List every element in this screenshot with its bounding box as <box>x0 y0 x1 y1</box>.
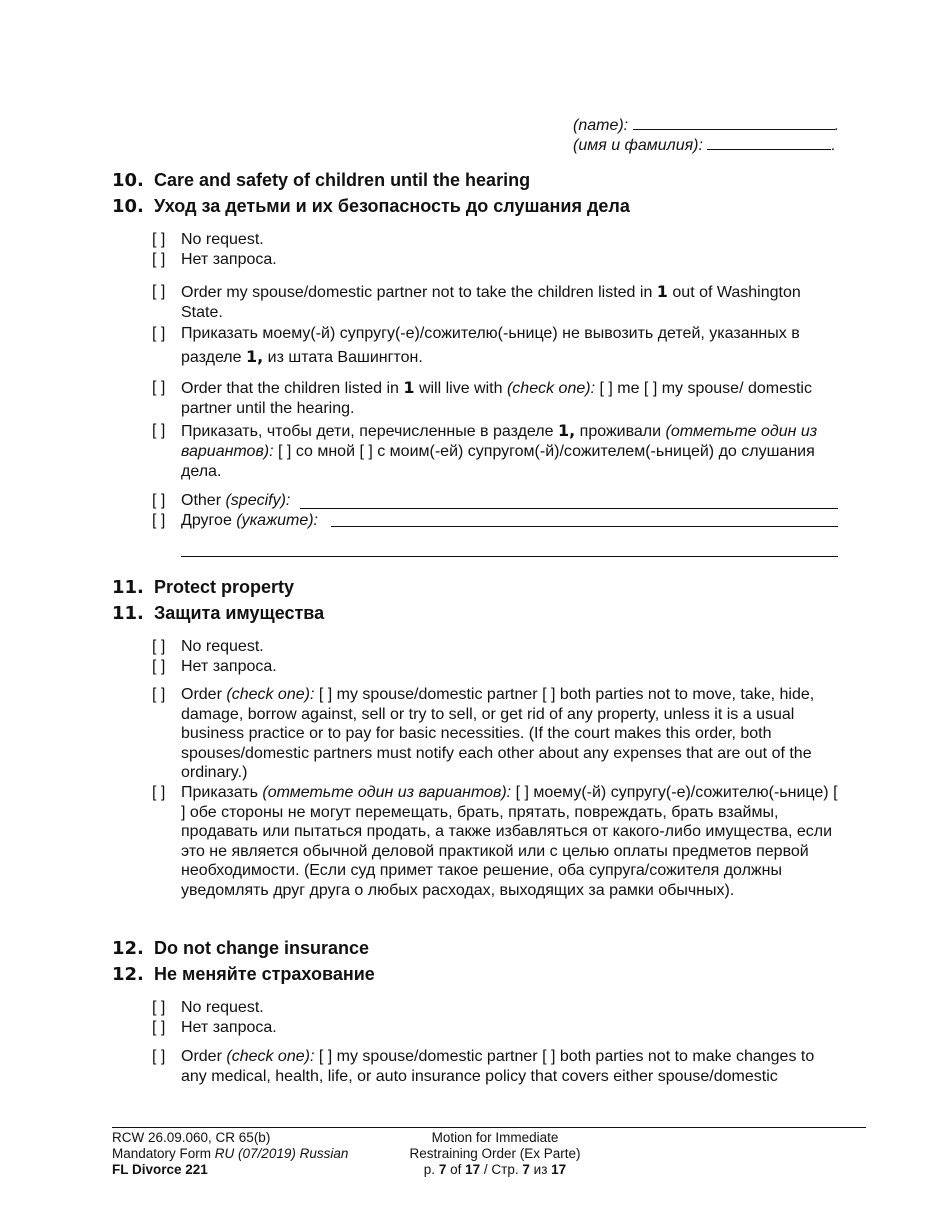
section-11-title-en: 11. Protect property <box>112 577 295 598</box>
name-ru-input-line[interactable] <box>707 133 831 150</box>
checkbox[interactable]: [ ] <box>152 999 166 1016</box>
checkbox[interactable]: [ ] <box>152 231 166 248</box>
s12-order-en: [ ] Order (check one): [ ] my spouse/domestic partner [ ] both parties not to make changes to any medical, health, life, or auto insurance policy that covers either spouse/domestic <box>152 1048 815 1085</box>
s10-order-out-ru: [ ] Приказать моему(-й) супругу(-е)/сожителю(-ьнице) не вывозить детей, указанных в разделе 1, из штата Вашингтон. <box>152 322 842 369</box>
checkbox[interactable]: [ ] <box>152 325 166 342</box>
footer-rcw: RCW 26.09.060, CR 65(b) <box>112 1130 271 1145</box>
section-12-title-ru: 12. Не меняйте страхование <box>112 964 375 985</box>
name-ru-field-row <box>573 133 836 155</box>
section-10-title-en: 10. Care and safety of children until the hearing <box>112 170 531 191</box>
section-10-title-ru: 10. Уход за детьми и их безопасность до слушания дела <box>112 196 630 217</box>
other-extra-input-line[interactable] <box>181 556 838 557</box>
name-input-line[interactable] <box>633 113 835 130</box>
footer-title-2: Restraining Order (Ex Parte) <box>409 1146 581 1161</box>
s10-other-en: [ ] Other (specify): <box>152 492 291 509</box>
s10-no-request-ru: [ ] Нет запроса. <box>152 251 277 268</box>
checkbox[interactable]: [ ] <box>152 638 166 655</box>
other-ru-input-line[interactable] <box>331 526 838 527</box>
checkbox[interactable]: [ ] <box>152 251 166 268</box>
checkbox[interactable]: [ ] <box>152 512 166 529</box>
footer-page-number: p. 7 of 17 / Стр. 7 из 17 <box>423 1162 567 1177</box>
s11-no-request-en: [ ] No request. <box>152 638 264 655</box>
checkbox[interactable]: [ ] <box>152 658 166 675</box>
footer-form-id: FL Divorce 221 <box>112 1162 208 1177</box>
other-en-input-line[interactable] <box>300 508 838 509</box>
s10-other-ru: [ ] Другое (укажите): <box>152 512 318 529</box>
footer-left <box>112 1130 348 1178</box>
s10-live-en: [ ] Order that the children listed in 1 will live with (check one): [ ] me [ ] my spouse/ domestic partner until the hearing. <box>152 378 812 417</box>
name-label: (name): <box>573 117 629 134</box>
checkbox[interactable]: [ ] <box>152 784 166 801</box>
checkbox[interactable]: [ ] <box>152 422 166 439</box>
name-ru-label: (имя и фамилия): <box>573 137 703 154</box>
s12-no-request-ru: [ ] Нет запроса. <box>152 1019 277 1036</box>
footer-mandatory: Mandatory Form RU (07/2019) Russian <box>112 1146 349 1161</box>
footer-divider <box>112 1127 866 1128</box>
footer-center <box>370 1130 620 1178</box>
s11-order-en: [ ] Order (check one): [ ] my spouse/domestic partner [ ] both parties not to move, take, hide, damage, borrow against, sell or try to sell, or get rid of any property, unless it is a usual business practice or to pay for basic necessities. (If the court makes this order, both spouses/domestic partners must notify each other about any expenses that are out of the ordinary.) <box>152 686 815 782</box>
name-dot: . <box>834 117 840 134</box>
checkbox[interactable]: [ ] <box>152 1019 166 1036</box>
checkbox[interactable]: [ ] <box>152 492 166 509</box>
checkbox[interactable]: [ ] <box>152 686 166 703</box>
section-12-title-en: 12. Do not change insurance <box>112 938 370 959</box>
s11-order-ru: [ ] Приказать (отметьте один из вариантов): [ ] моему(-й) супругу(-е)/сожителю(-ьнице) [ ] обе стороны не могут перемещать, брать, прятать, повреждать, брать взаймы, продавать или пытаться продать, а также избавляться от какого-либо имущества, если это не является обычной деловой практикой или с целью оплаты предметов первой необходимости. (Если суд примет такое решение, оба супруга/сожителя должны уведомлять друг друга о любых расходах, выходящих за рамки обычных). <box>152 784 838 899</box>
s10-order-out-en: [ ] Order my spouse/domestic partner not to take the children listed in 1 out of Washington State. <box>152 282 801 321</box>
s10-no-request-en: [ ] No request. <box>152 231 264 248</box>
checkbox[interactable]: [ ] <box>152 379 166 396</box>
checkbox[interactable]: [ ] <box>152 283 166 300</box>
footer-title-1: Motion for Immediate <box>431 1130 559 1145</box>
name-ru-dot: . <box>831 137 836 154</box>
name-field-row <box>573 113 839 135</box>
s10-live-ru: [ ] Приказать, чтобы дети, перечисленные в разделе 1, проживали (отметьте один из вариантов): [ ] со мной [ ] с моим(-ей) супругом(-й)/сожителем(-ьницей) до слушания дела. <box>152 421 818 480</box>
s12-no-request-en: [ ] No request. <box>152 999 264 1016</box>
s11-no-request-ru: [ ] Нет запроса. <box>152 658 277 675</box>
section-11-title-ru: 11. Защита имущества <box>112 603 325 624</box>
checkbox[interactable]: [ ] <box>152 1048 166 1065</box>
